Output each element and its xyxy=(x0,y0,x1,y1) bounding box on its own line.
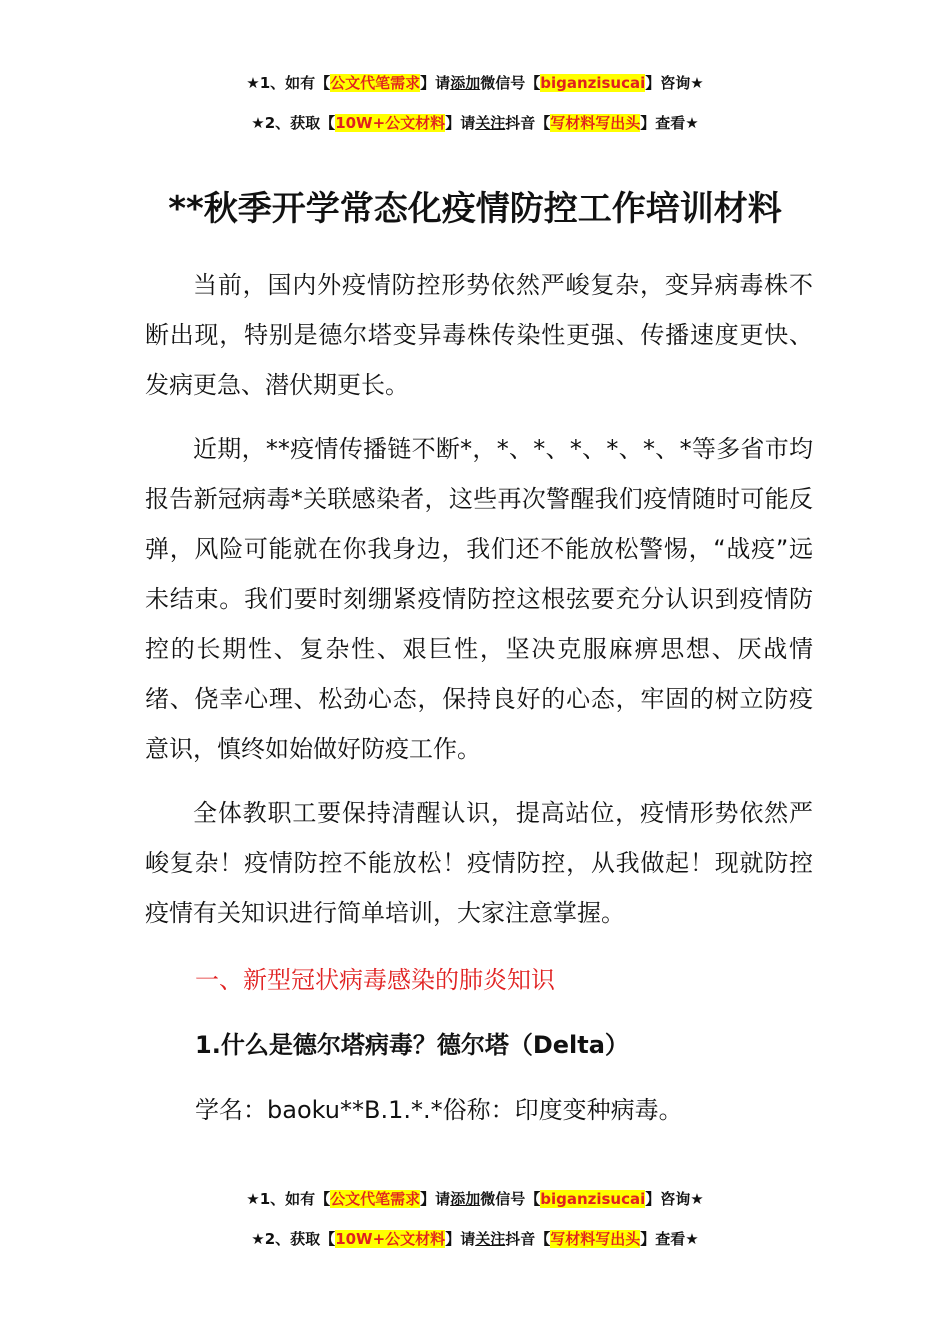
banner-text: 】请 xyxy=(420,74,451,92)
banner-text: 】咨询★ xyxy=(645,74,704,92)
banner-text: 】咨询★ xyxy=(645,1190,704,1208)
document-title: **秋季开学常态化疫情防控工作培训材料 xyxy=(168,189,782,229)
banner-text: ★1、如有【 xyxy=(246,1190,331,1208)
banner-highlight: 10W+公文材料 xyxy=(335,1230,446,1248)
banner-underline: 关注 xyxy=(475,114,506,132)
banner-highlight: 公文代笔需求 xyxy=(330,74,421,92)
banner-underline: 添加 xyxy=(450,1190,481,1208)
paragraph-1: 当前，国内外疫情防控形势依然严峻复杂，变异病毒株不断出现，特别是德尔塔变异毒株传染性更强、传播速度更快、发病更急、潜伏期更长。 xyxy=(145,271,813,399)
banner-highlight: 公文代笔需求 xyxy=(330,1190,421,1208)
banner-wechat-id: biganzisucai xyxy=(540,1190,646,1208)
banner-text: ★2、获取【 xyxy=(251,114,336,132)
body-line: 学名：baoku**B.1.*.*俗称：印度变种病毒。 xyxy=(195,1096,683,1124)
banner-text: ★2、获取【 xyxy=(251,1230,336,1248)
banner-text: ★1、如有【 xyxy=(246,74,331,92)
banner-text: 】查看★ xyxy=(640,114,699,132)
top-banner-line-1 xyxy=(0,72,950,93)
banner-douyin-id: 写材料写出头 xyxy=(550,114,641,132)
banner-douyin-id: 写材料写出头 xyxy=(550,1230,641,1248)
bottom-banner-line-2 xyxy=(0,1228,950,1249)
banner-underline: 添加 xyxy=(450,74,481,92)
banner-underline: 关注 xyxy=(475,1230,506,1248)
section-heading: 一、新型冠状病毒感染的肺炎知识 xyxy=(195,966,555,994)
banner-text: 抖音【 xyxy=(505,1230,551,1248)
banner-text: 微信号【 xyxy=(480,1190,541,1208)
bottom-banner-line-1 xyxy=(0,1188,950,1209)
paragraph-3: 全体教职工要保持清醒认识，提高站位，疫情形势依然严峻复杂！疫情防控不能放松！疫情防控，从我做起！现就防控疫情有关知识进行简单培训，大家注意掌握。 xyxy=(145,799,813,927)
banner-text: 】请 xyxy=(445,114,476,132)
banner-text: 】查看★ xyxy=(640,1230,699,1248)
subsection-heading: 1.什么是德尔塔病毒？德尔塔（Delta） xyxy=(195,1031,629,1059)
banner-text: 抖音【 xyxy=(505,114,551,132)
banner-text: 】请 xyxy=(420,1190,451,1208)
banner-wechat-id: biganzisucai xyxy=(540,74,646,92)
top-banner-line-2 xyxy=(0,112,950,133)
paragraph-2: 近期，**疫情传播链不断*，*、*、*、*、*、*等多省市均报告新冠病毒*关联感染者，这些再次警醒我们疫情随时可能反弹，风险可能就在你我身边，我们还不能放松警惕，“战疫”远未结束。我们要时刻绷紧疫情防控这根弦要充分认识到疫情防控的长期性、复杂性、艰巨性，坚决克服麻痹思想、厌战情绪、侥幸心理、松劲心态，保持良好的心态，牢固的树立防疫意识，慎终如始做好防疫工作。 xyxy=(145,435,813,763)
banner-text: 】请 xyxy=(445,1230,476,1248)
banner-text: 微信号【 xyxy=(480,74,541,92)
banner-highlight: 10W+公文材料 xyxy=(335,114,446,132)
